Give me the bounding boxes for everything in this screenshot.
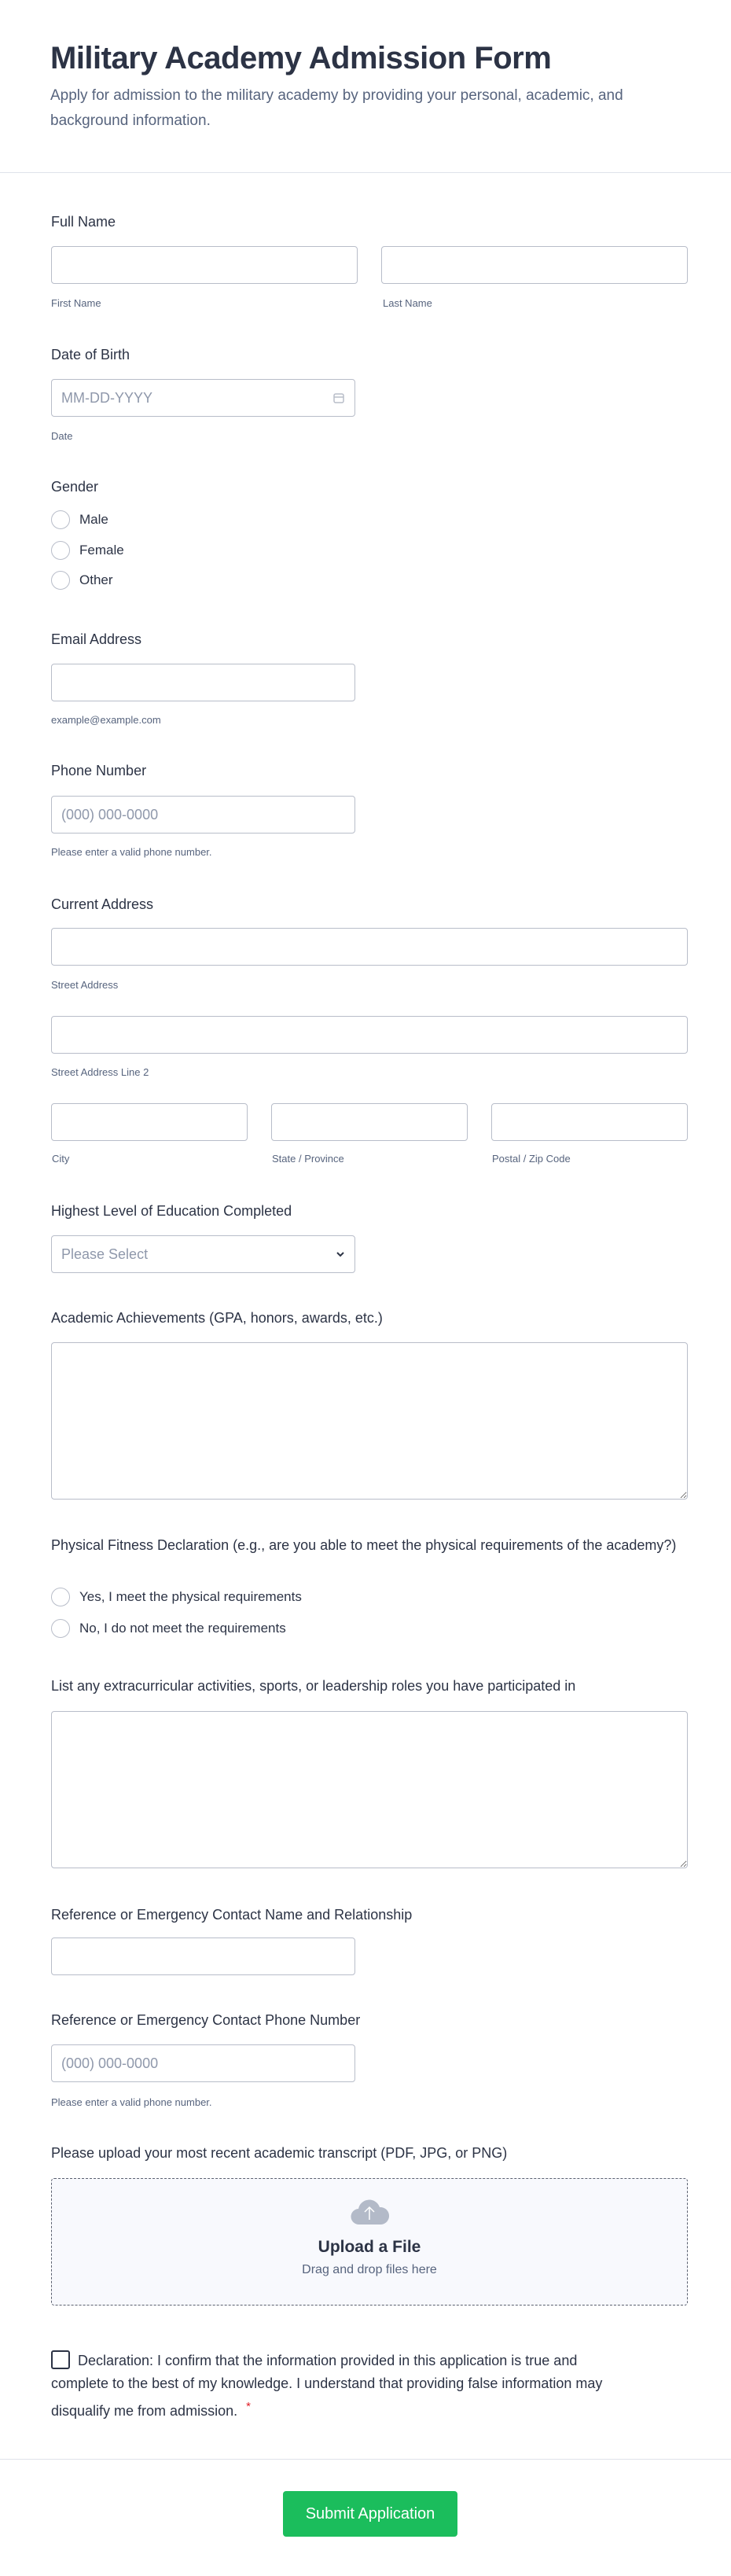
ref-name-input[interactable]: [51, 1938, 355, 1975]
ref-phone-label: Reference or Emergency Contact Phone Number: [51, 2012, 361, 2028]
radio-circle[interactable]: [51, 541, 70, 560]
last-name-sublabel: Last Name: [383, 297, 432, 309]
first-name-sublabel: First Name: [51, 297, 101, 309]
street-input[interactable]: [51, 928, 688, 966]
radio-label: No, I do not meet the requirements: [79, 1621, 286, 1636]
radio-circle[interactable]: [51, 571, 70, 590]
submit-button[interactable]: Submit Application: [283, 2491, 457, 2537]
street-sublabel: Street Address: [51, 979, 119, 991]
cloud-upload-icon: [350, 2198, 389, 2226]
ref-phone-placeholder: (000) 000-0000: [61, 2055, 159, 2071]
extracurricular-label: List any extracurricular activities, sports, or leadership roles you have participated in: [51, 1678, 576, 1694]
upload-label: Please upload your most recent academic transcript (PDF, JPG, or PNG): [51, 2145, 508, 2161]
file-upload-dropzone[interactable]: [51, 2178, 688, 2306]
declaration-text: Declaration: I confirm that the information provided in this application is true and complete to the best of my knowledge. I understand that providing false information may disqualify me from admission.: [51, 2353, 603, 2419]
radio-label: Male: [79, 512, 108, 527]
phone-input[interactable]: [51, 796, 355, 834]
city-input[interactable]: [51, 1103, 248, 1141]
extracurricular-textarea[interactable]: [51, 1711, 688, 1868]
state-input[interactable]: [271, 1103, 468, 1141]
radio-label: Other: [79, 572, 113, 587]
dob-placeholder: MM-DD-YYYY: [61, 390, 152, 406]
email-sublabel: example@example.com: [51, 714, 161, 726]
header-divider: [0, 172, 731, 173]
gender-radio-other[interactable]: [51, 571, 113, 590]
dob-sublabel: Date: [51, 430, 73, 442]
zip-input[interactable]: [491, 1103, 688, 1141]
education-placeholder: Please Select: [61, 1246, 149, 1262]
gender-radio-male[interactable]: [51, 510, 108, 529]
dob-input[interactable]: [51, 379, 355, 417]
last-name-input[interactable]: [381, 246, 688, 284]
education-label: Highest Level of Education Completed: [51, 1203, 292, 1219]
required-mark: *: [246, 2400, 251, 2413]
state-sublabel: State / Province: [272, 1153, 344, 1165]
fitness-radio-no[interactable]: [51, 1619, 286, 1638]
education-select[interactable]: [51, 1235, 355, 1273]
radio-label: Yes, I meet the physical requirements: [79, 1589, 302, 1604]
achievements-label: Academic Achievements (GPA, honors, awards, etc.): [51, 1310, 383, 1326]
upload-hint: Drag and drop files here: [302, 2263, 437, 2276]
page-description: Apply for admission to the military academy by providing your personal, academic, and background information.: [50, 87, 623, 129]
radio-circle[interactable]: [51, 510, 70, 529]
first-name-input[interactable]: [51, 246, 358, 284]
gender-label: Gender: [51, 479, 99, 495]
upload-title: Upload a File: [318, 2238, 421, 2256]
email-input[interactable]: [51, 664, 355, 701]
phone-placeholder: (000) 000-0000: [61, 807, 159, 822]
footer-divider: [0, 2459, 731, 2460]
address-label: Current Address: [51, 896, 154, 912]
radio-label: Female: [79, 543, 124, 558]
ref-phone-input[interactable]: [51, 2044, 355, 2082]
ref-name-label: Reference or Emergency Contact Name and Relationship: [51, 1907, 413, 1923]
dob-label: Date of Birth: [51, 347, 130, 362]
gender-radio-female[interactable]: [51, 541, 124, 560]
street2-input[interactable]: [51, 1016, 688, 1054]
radio-circle[interactable]: [51, 1588, 70, 1606]
declaration-field: [51, 2350, 617, 2423]
chevron-down-icon: [336, 1251, 345, 1257]
email-label: Email Address: [51, 631, 142, 647]
declaration-checkbox[interactable]: [51, 2350, 70, 2369]
ref-phone-sublabel: Please enter a valid phone number.: [51, 2096, 212, 2108]
phone-sublabel: Please enter a valid phone number.: [51, 846, 212, 858]
fitness-label: Physical Fitness Declaration (e.g., are you able to meet the physical requirements of the academy?): [51, 1537, 677, 1553]
page-title: Military Academy Admission Form: [50, 41, 552, 75]
fitness-radio-yes[interactable]: [51, 1588, 302, 1606]
achievements-textarea[interactable]: [51, 1342, 688, 1500]
calendar-icon[interactable]: [332, 392, 345, 404]
radio-circle[interactable]: [51, 1619, 70, 1638]
street2-sublabel: Street Address Line 2: [51, 1066, 149, 1078]
city-sublabel: City: [52, 1153, 70, 1165]
phone-label: Phone Number: [51, 763, 147, 778]
full-name-label: Full Name: [51, 214, 116, 230]
zip-sublabel: Postal / Zip Code: [492, 1153, 571, 1165]
